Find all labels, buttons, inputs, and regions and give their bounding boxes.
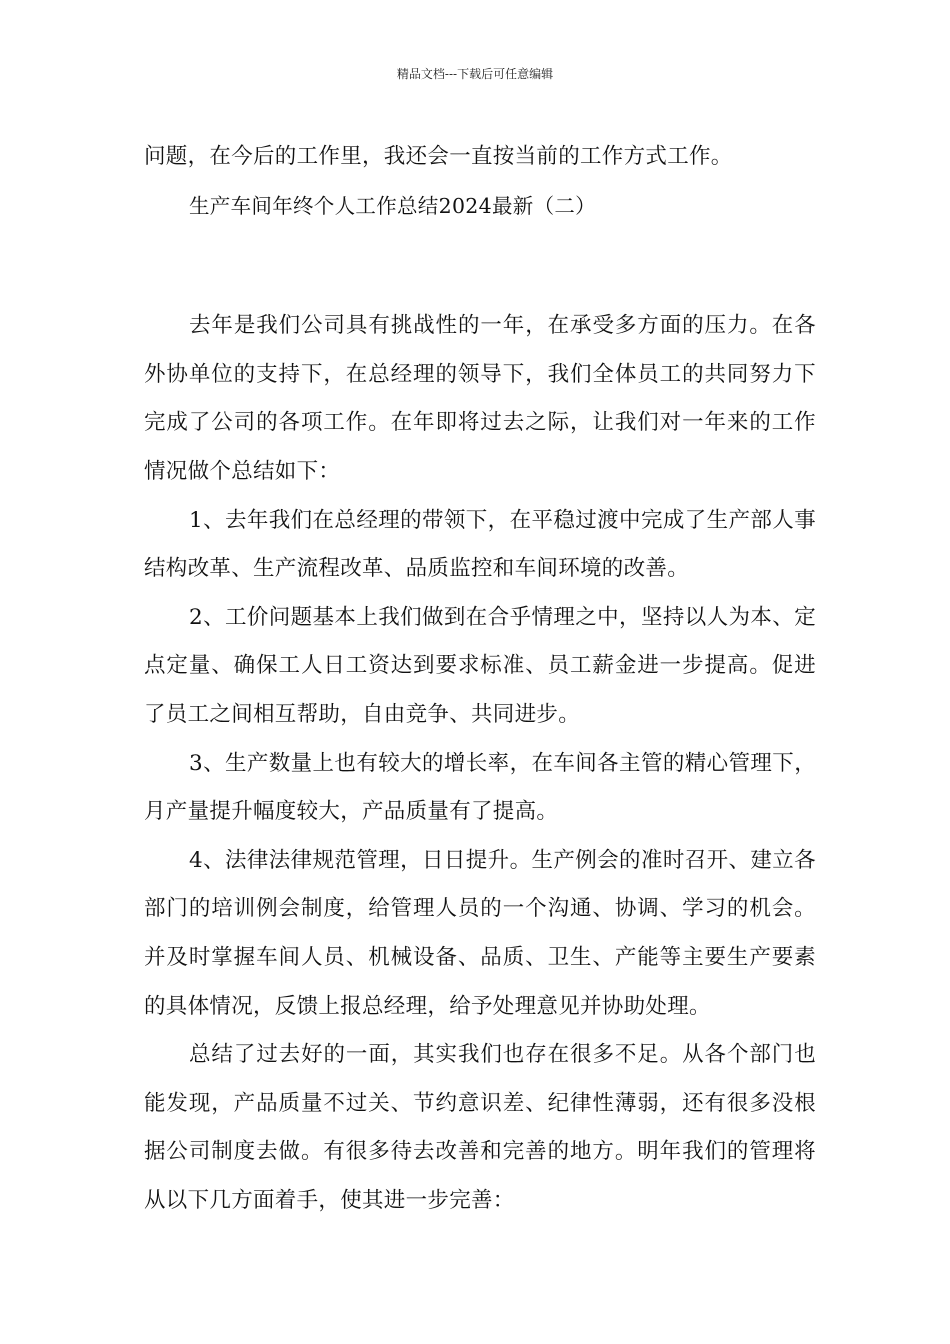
page-header: 精品文档---下载后可任意编辑 xyxy=(396,67,554,81)
document-body xyxy=(144,133,816,1225)
paragraph-item-3: 3、生产数量上也有较大的增长率，在车间各主管的精心管理下，月产量提升幅度较大，产品质量有了提高。 xyxy=(144,750,816,825)
paragraph-item-4: 4、法律法律规范管理，日日提升。生产例会的准时召开、建立各部门的培训例会制度，给管理人员的一个沟通、协调、学习的机会。并及时掌握车间人员、机械设备、品质、卫生、产能等主要生产要素的具体情况，反馈上报总经理，给予处理意见并协助处理。 xyxy=(144,847,816,1019)
paragraph-summary: 总结了过去好的一面，其实我们也存在很多不足。从各个部门也能发现，产品质量不过关、节约意识差、纪律性薄弱，还有很多没根据公司制度去做。有很多待去改善和完善的地方。明年我们的管理将从以下几方面着手，使其进一步完善： xyxy=(144,1042,816,1213)
section-subtitle: 生产车间年终个人工作总结2024最新（二） xyxy=(189,193,596,218)
paragraph-intro: 去年是我们公司具有挑战性的一年，在承受多方面的压力。在各外协单位的支持下，在总经理的领导下，我们全体员工的共同努力下完成了公司的各项工作。在年即将过去之际，让我们对一年来的工作情况做个总结如下： xyxy=(144,313,816,484)
lead-line: 问题，在今后的工作里，我还会一直按当前的工作方式工作。 xyxy=(144,144,733,169)
section-spacer xyxy=(144,230,816,302)
paragraph-item-1: 1、去年我们在总经理的带领下，在平稳过渡中完成了生产部人事结构改革、生产流程改革、品质监控和车间环境的改善。 xyxy=(144,507,816,582)
paragraph-item-2: 2、工价问题基本上我们做到在合乎情理之中，坚持以人为本、定点定量、确保工人日工资达到要求标准、员工薪金进一步提高。促进了员工之间相互帮助，自由竞争、共同进步。 xyxy=(144,604,816,727)
